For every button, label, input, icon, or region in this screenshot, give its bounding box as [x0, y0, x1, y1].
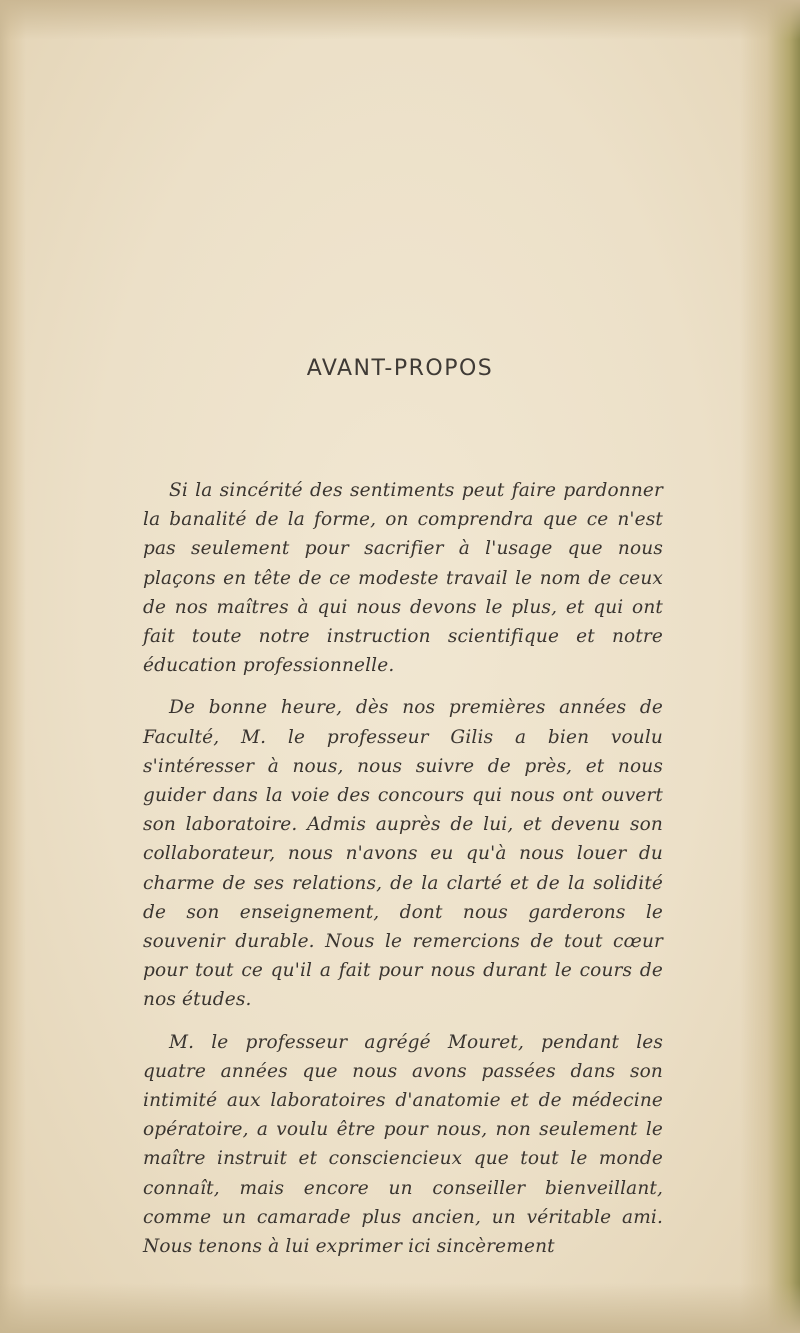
- paragraph-2: De bonne heure, dès nos premières années de Faculté, M. le professeur Gilis a bien voulu s'intéresser à nous, nous suivre de près, et nous guider dans la voie des concours qui nous ont ouvert son laboratoire. Admis auprès de lui, et devenu son collaborateur, nous n'avons eu qu'à nous louer du charme de ses relations, de la clarté et de la solidité de son enseignement, dont nous garderons le souvenir durable. Nous le remercions de tout cœur pour tout ce qu'il a fait pour nous durant le cours de nos études.: [143, 697, 663, 1011]
- page-title: AVANT-PROPOS: [306, 356, 494, 381]
- paragraph-3: M. le professeur agrégé Mouret, pendant les quatre années que nous avons passées dans son intimité aux laboratoires d'anatomie et de médecine opératoire, a voulu être pour nous, non seulement le maître instruit et consciencieux que tout le monde connaît, mais encore un conseiller bienveillant, comme un camarade plus ancien, un véritable ami. Nous tenons à lui exprimer ici sincèrement: [143, 1031, 663, 1258]
- page-edge-left: [0, 0, 26, 1333]
- page-edge-right: [740, 0, 800, 1333]
- page-edge-bottom: [0, 1283, 800, 1333]
- body-text: [143, 476, 663, 1274]
- page-edge-top: [0, 0, 800, 40]
- paragraph-1: Si la sincérité des sentiments peut faire pardonner la banalité de la forme, on comprendra que ce n'est pas seulement pour sacrifier à l'usage que nous plaçons en tête de ce modeste travail le nom de ceux de nos maîtres à qui nous devons le plus, et qui ont fait toute notre instruction scientifique et notre éducation professionnelle.: [143, 480, 663, 677]
